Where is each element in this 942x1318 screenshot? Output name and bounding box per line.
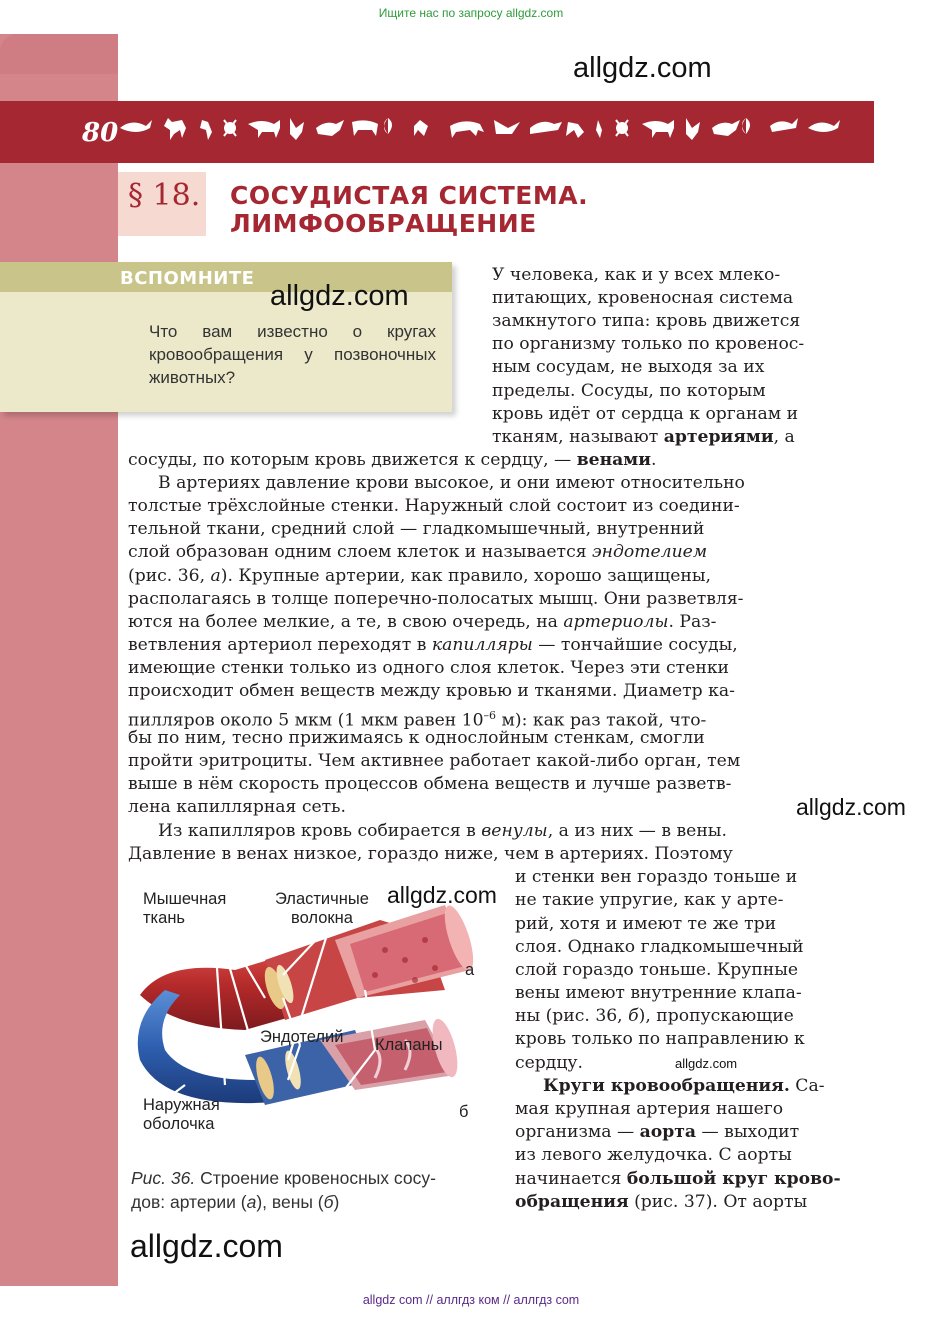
term-venules: венулы [481,821,548,841]
text-line: кровь только по направлению к [515,1029,805,1049]
watermark-right: allgdz.com [796,794,906,820]
section-number: § 18. [128,178,201,213]
figure-caption: Рис. 36. Строение кровеносных сосу- дов: артерии (а), вены (б) [131,1168,436,1212]
text-line: слоя. Однако гладкомышечный [515,937,804,957]
watermark-remind: allgdz.com [270,280,409,312]
label-b: б [459,1103,469,1121]
text-line: сосуды, по которым кровь движется к сердцу, — венами. [128,450,657,470]
watermark-bottom: allgdz.com [130,1228,283,1264]
text-line: имеющие стенки только из одного слоя клеток. Через эти стенки [128,658,730,678]
title-line-1: СОСУДИСТАЯ СИСТЕМА. [230,181,589,210]
term-systemic-circulation: большой круг крово- [626,1169,841,1189]
text-line: тканям, называют артериями, а [492,427,795,447]
text-line: пилляров около 5 мкм (1 мкм равен $10^{-6}$ м): как раз такой, что- [128,709,707,731]
label-elastic-fibers: Эластичные волокна [275,890,369,927]
remind-label: ВСПОМНИТЕ [120,268,255,289]
label-a: а [465,961,475,979]
title-line-2: ЛИМФООБРАЩЕНИЕ [230,209,537,238]
subheading-circulation: Круги кровообращения. [543,1076,790,1096]
text-line: пройти эритроциты. Чем активнее работает какой-либо орган, тем [128,751,741,771]
text-line: У человека, как и у всех млеко- [492,265,781,285]
text-line: ным сосудам, не выходя за их [492,357,765,377]
text-line: ны (рис. 36, б), пропускающие [515,1006,794,1026]
text-line: замкнутого типа: кровь движется [492,311,801,331]
text-line: Круги кровообращения. Са- [543,1076,825,1096]
label-outer-membrane: Наружная оболочка [143,1096,220,1133]
label-valves: Клапаны [375,1036,443,1054]
text-line: ются на более мелкие, а те, в свою очередь, на артериолы. Раз- [128,612,717,632]
text-line: и стенки вен гораздо тоньше и [515,867,798,887]
text-line: мая крупная артерия нашего [515,1099,784,1119]
text-line: организма — аорта — выходит [515,1122,800,1142]
watermark-figure: allgdz.com [387,882,497,908]
term-arterioles: артериолы [563,612,669,632]
term-endothelium: эндотелием [592,542,708,562]
text-line: кровь идёт от сердца к органам и [492,404,799,424]
text-line: лена капиллярная сеть. [128,797,346,817]
term-veins: венами [576,450,651,470]
text-line: по организму только по кровенос- [492,334,805,354]
text-line: рий, хотя и имеют те же три [515,914,777,934]
remind-question: Что вам известно о кругах кровообращения у позвоночных животных? [149,322,436,387]
text-line: сердцу. [515,1053,584,1073]
text-line: толстые трёхслойные стенки. Наружный слой состоит из соедини- [128,496,740,516]
text-line: слой гораздо тоньше. Крупные [515,960,799,980]
text-line: начинается большой круг крово- [515,1169,841,1189]
page-title [230,182,588,238]
label-endothelium: Эндотелий [260,1028,344,1046]
text-line: Из капилляров кровь собирается в венулы, а из них — в вены. [158,821,727,841]
term-capillaries: капилляры [431,635,533,655]
animal-silhouettes-decoration [120,110,840,144]
text-line: обращения (рис. 37). От аорты [515,1192,808,1212]
text-line: вены имеют внутренние клапа- [515,983,802,1003]
text-line: пределы. Сосуды, по которым [492,381,766,401]
text-line: из левого желудочка. С аорты [515,1145,792,1165]
text-line: ветвления артериол переходят в капилляры — тончайшие сосуды, [128,635,738,655]
watermark-top: allgdz.com [573,52,712,84]
text-line: располагаясь в толще поперечно-полосатых мышц. Они разветвля- [128,589,744,609]
watermark-small: allgdz.com [675,1056,738,1071]
text-line: выше в нём скорость процессов обмена веществ и лучше разветв- [128,774,732,794]
page-corner [0,34,118,74]
left-margin-bar [0,34,118,1286]
page-number: 80 [82,118,119,148]
text-line: Давление в венах низкое, гораздо ниже, чем в артериях. Поэтому [128,844,733,864]
text-line: происходит обмен веществ между кровью и тканями. Диаметр ка- [128,681,735,701]
text-line: В артериях давление крови высокое, и они имеют относительно [158,473,745,493]
search-note: Ищите нас по запросу allgdz.com [378,6,564,20]
footer-links[interactable]: allgdz com // аллгдз ком // аллгдз com [362,1293,580,1307]
text-line: слой образован одним слоем клеток и называется эндотелием [128,542,708,562]
term-arteries: артериями [663,427,774,447]
label-muscle-tissue: Мышечная ткань [143,890,227,927]
text-line: тельной ткани, средний слой — гладкомышечный, внутренний [128,519,705,539]
text-line: не такие упругие, как у арте- [515,890,784,910]
term-aorta: аорта [639,1122,697,1142]
text-line: питающих, кровеносная система [492,288,794,308]
text-line: бы по ним, тесно прижимаясь к однослойным стенкам, смогли [128,728,705,748]
text-line: (рис. 36, а). Крупные артерии, как правило, хорошо защищены, [128,566,712,586]
